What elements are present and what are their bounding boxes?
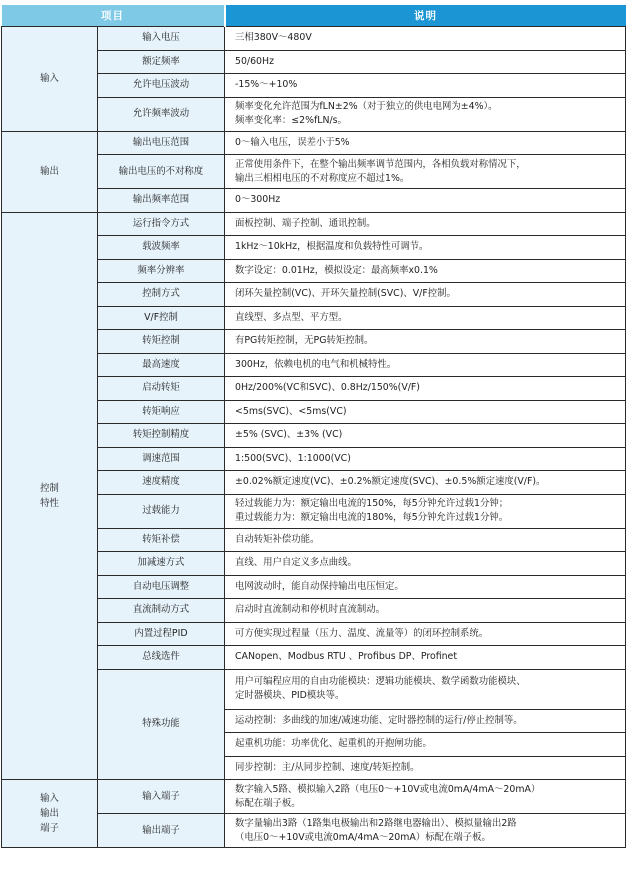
- item-description: [225, 400, 626, 424]
- description-line: 重过载能力为：额定输出电流的180%，每5分钟允许过载1分钟。: [235, 512, 509, 523]
- item-description: [225, 494, 626, 528]
- category-line: 特性: [40, 497, 59, 509]
- category-line: 输出: [40, 808, 59, 819]
- description-line: CANopen、Modbus RTU 、Profibus DP、Profinet: [235, 651, 457, 663]
- item-description: [225, 283, 626, 307]
- description-line: 0Hz/200%(VC和SVC)、0.8Hz/150%(V/F): [235, 382, 420, 394]
- item-label: 额定频率: [98, 50, 225, 74]
- description-line: 自动转矩补偿功能。: [235, 533, 320, 545]
- item-label: 总线选件: [98, 646, 225, 670]
- item-description: [225, 50, 626, 74]
- item-label: 转矩控制精度: [98, 424, 225, 448]
- description-line: 可方便实现过程量（压力、温度、流量等）的闭环控制系统。: [235, 627, 489, 639]
- description-line: 正常使用条件下，在整个输出频率调节范围内，各相负载对称情况下，: [235, 158, 526, 170]
- item-description: [225, 622, 626, 646]
- item-label: 转矩补偿: [98, 528, 225, 552]
- item-description: [225, 306, 626, 330]
- item-description: [225, 575, 626, 599]
- description-line: （电压0～+10V或电流0mA/4mA～20mA）标配在端子板。: [235, 831, 491, 843]
- item-label: 最高速度: [98, 353, 225, 377]
- item-description: [225, 155, 626, 189]
- item-label: 自动电压调整: [98, 575, 225, 599]
- description-line: 0～300Hz: [235, 194, 281, 206]
- item-description: [225, 709, 626, 733]
- description-line: 有PG转矩控制，无PG转矩控制。: [235, 335, 374, 347]
- item-label: 转矩响应: [98, 400, 225, 424]
- spec-table-body: [2, 27, 626, 848]
- item-description: [225, 552, 626, 576]
- description-line: 频率变化允许范围为fLN±2%（对于独立的供电电网为±4%）。: [235, 101, 498, 112]
- item-description: [225, 814, 626, 848]
- item-label: 允许电压波动: [98, 74, 225, 98]
- item-label: 特殊功能: [98, 669, 225, 780]
- spec-table: [1, 5, 626, 848]
- item-label: 调速范围: [98, 447, 225, 471]
- description-line: ±5% (SVC)、±3% (VC): [235, 429, 343, 441]
- category-line: 输入: [40, 793, 59, 804]
- description-line: 输出三相相电压的不对称度应不超过1%。: [235, 172, 410, 184]
- item-description: [225, 131, 626, 155]
- item-description: [225, 471, 626, 495]
- description-line: 直线型、多点型、平方型。: [235, 311, 348, 323]
- category-line: 输出: [40, 166, 59, 177]
- item-description: [225, 528, 626, 552]
- description-line: 1:500(SVC)、1:1000(VC): [235, 452, 351, 464]
- item-description: [225, 780, 626, 814]
- item-label: 频率分辨率: [98, 259, 225, 283]
- item-description: [225, 189, 626, 213]
- item-description: [225, 599, 626, 623]
- item-description: [225, 97, 626, 131]
- item-label: 加减速方式: [98, 552, 225, 576]
- item-label: 直流制动方式: [98, 599, 225, 623]
- description-line: 数字设定：0.01Hz，模拟设定：最高频率x0.1%: [235, 264, 438, 276]
- item-description: [225, 377, 626, 401]
- description-line: 轻过载能力为：额定输出电流的150%，每5分钟允许过载1分钟；: [235, 498, 509, 509]
- item-description: [225, 646, 626, 670]
- category-label: [2, 131, 98, 212]
- description-line: 三相380V～480V: [235, 32, 312, 44]
- description-line: 面板控制、端子控制、通讯控制。: [235, 217, 376, 229]
- item-label: 输出频率范围: [98, 189, 225, 213]
- description-line: ±0.02%额定速度(VC)、±0.2%额定速度(SVC)、±0.5%额定速度(V/F)。: [235, 476, 546, 488]
- description-line: 标配在端子板。: [235, 797, 301, 809]
- header-item: 项目: [2, 5, 225, 27]
- item-label: 内置过程PID: [98, 622, 225, 646]
- item-label: 输出电压的不对称度: [98, 155, 225, 189]
- item-description: [225, 669, 626, 709]
- table-row: [2, 212, 626, 236]
- item-label: 输入端子: [98, 780, 225, 814]
- item-label: 运行指令方式: [98, 212, 225, 236]
- category-label: [2, 27, 98, 132]
- description-line: 数字输入5路、模拟输入2路（电压0～+10V或电流0mA/4mA～20mA）: [235, 783, 541, 795]
- item-description: [225, 733, 626, 757]
- description-line: 运动控制：多曲线的加速/减速功能、定时器控制的运行/停止控制等。: [235, 714, 523, 726]
- table-row: [2, 780, 626, 814]
- description-line: 同步控制：主/从同步控制、速度/转矩控制。: [235, 761, 420, 773]
- item-description: [225, 756, 626, 780]
- item-label: 启动转矩: [98, 377, 225, 401]
- item-label: 过载能力: [98, 494, 225, 528]
- description-line: 电网波动时，能自动保持输出电压恒定。: [235, 580, 404, 592]
- category-line: 端子: [40, 823, 59, 834]
- category-label: [2, 212, 98, 780]
- item-description: [225, 236, 626, 260]
- category-line: 控制: [40, 482, 59, 494]
- description-line: 用户可编程应用的自由功能模块：逻辑功能模块、数学函数功能模块、: [235, 676, 526, 687]
- item-description: [225, 353, 626, 377]
- description-line: 0～输入电压，误差小于5%: [235, 136, 350, 148]
- item-label: 载波频率: [98, 236, 225, 260]
- item-description: [225, 27, 626, 51]
- description-line: 50/60Hz: [235, 55, 274, 67]
- item-label: 控制方式: [98, 283, 225, 307]
- item-label: 允许频率波动: [98, 97, 225, 131]
- description-line: 直线、用户自定义多点曲线。: [235, 557, 357, 569]
- description-line: 1kHz～10kHz，根据温度和负载特性可调节。: [235, 241, 429, 253]
- table-row: [2, 131, 626, 155]
- item-label: 速度精度: [98, 471, 225, 495]
- description-line: <5ms(SVC)、<5ms(VC): [235, 405, 347, 417]
- item-description: [225, 74, 626, 98]
- item-description: [225, 447, 626, 471]
- item-description: [225, 259, 626, 283]
- item-label: 输出电压范围: [98, 131, 225, 155]
- category-label: [2, 780, 98, 848]
- item-label: 输入电压: [98, 27, 225, 51]
- description-line: 闭环矢量控制(VC)、开环矢量控制(SVC)、V/F控制。: [235, 288, 456, 300]
- description-line: 数字量输出3路（1路集电极输出和2路继电器输出）、模拟量输出2路: [235, 817, 517, 829]
- item-description: [225, 330, 626, 354]
- category-line: 输入: [40, 73, 59, 85]
- description-line: 定时器模块、PID模块等。: [235, 690, 345, 701]
- item-label: 转矩控制: [98, 330, 225, 354]
- description-line: 频率变化率：≤2%fLN/s。: [235, 115, 347, 126]
- item-label: 输出端子: [98, 814, 225, 848]
- item-description: [225, 424, 626, 448]
- header-description: 说明: [225, 5, 626, 27]
- item-description: [225, 212, 626, 236]
- description-line: -15%～+10%: [235, 79, 298, 91]
- item-label: V/F控制: [98, 306, 225, 330]
- description-line: 启动时直流制动和停机时直流制动。: [235, 604, 386, 616]
- description-line: 起重机功能：功率优化、起重机的开抱闸功能。: [235, 738, 432, 750]
- description-line: 300Hz，依赖电机的电气和机械特性。: [235, 358, 397, 370]
- table-row: [2, 27, 626, 51]
